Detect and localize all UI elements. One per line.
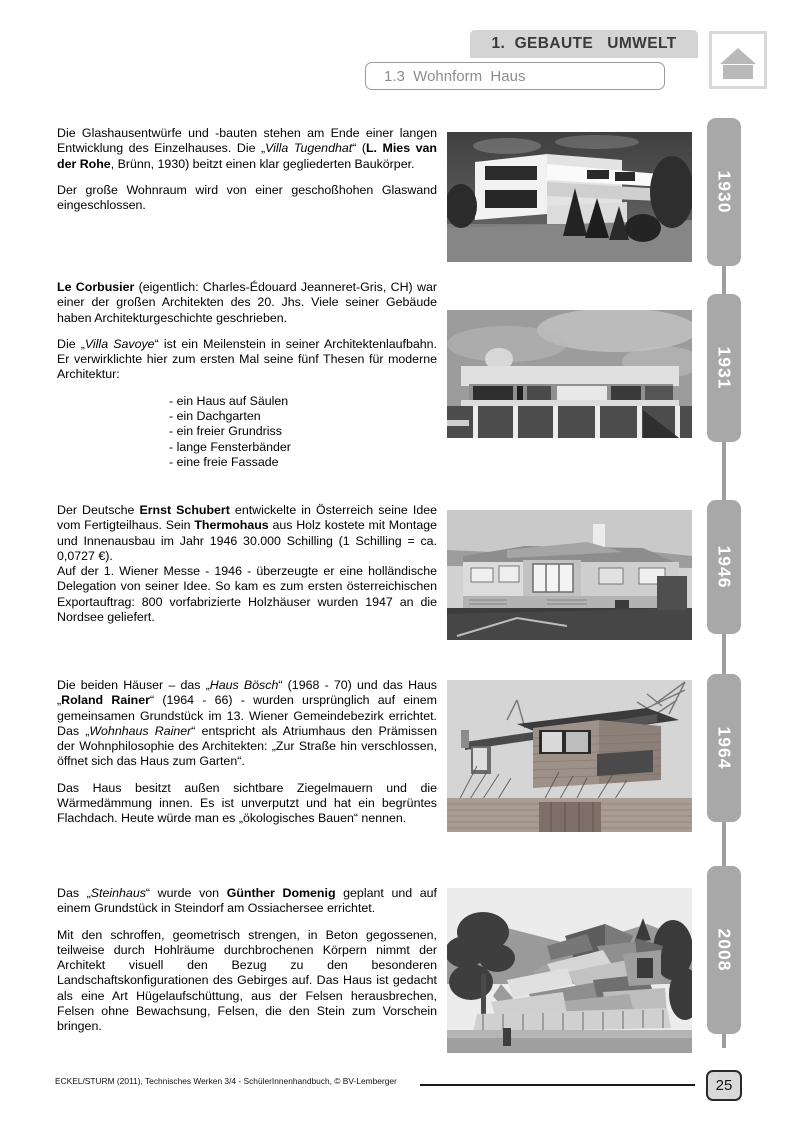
year-label: 1964 (714, 726, 735, 770)
year-label: 1930 (714, 170, 735, 214)
paragraph: Der große Wohnraum wird von einer geschoßhohen Glaswand eingeschlossen. (57, 182, 437, 213)
paragraph: Das „Steinhaus“ wurde von Günther Domenig geplant und auf einem Grundstück in Steindorf am Ossiachersee errichtet. (57, 886, 437, 916)
chapter-title: 1. GEBAUTE UMWELT (491, 35, 677, 52)
timeline-year-1946 (707, 500, 741, 634)
list-item: - ein freier Grundriss (169, 424, 282, 439)
steinhaus-photo (447, 888, 692, 1053)
list-item: - lange Fensterbänder (169, 439, 291, 454)
section-1964-text (57, 678, 437, 827)
section-2008-text (57, 886, 437, 1035)
house-icon (709, 31, 767, 89)
footer-credit: ECKEL/STURM (2011), Technisches Werken 3/4 - SchülerInnenhandbuch, © BV-Lemberger (55, 1076, 397, 1086)
year-label: 2008 (714, 928, 735, 972)
section-1946-text (57, 503, 437, 625)
list-item: - ein Haus auf Säulen (169, 393, 289, 408)
paragraph: Die beiden Häuser – das „Haus Bösch“ (1968 - 70) und das Haus „Roland Rainer“ (1964 - 66) - wurden ursprünglich auf einem gemeinsamen Grundstück im 13. Wiener Gemeindebezirk errichtet. Das „Wohnhaus Rainer“ entspricht als Atriumhaus den Prämissen der Wohnphilosophie des Architekten: „Zur Straße hin verschlossen, öffnet sich das Haus zum Garten“. (57, 678, 438, 769)
paragraph: Die Glashausentwürfe und -bauten stehen am Ende einer langen Entwicklung des Einzelhauses. Die „Villa Tugendhat“ (L. Mies van der Rohe, Brünn, 1930) beitzt einen klar gegliederten Baukörper. (57, 126, 437, 171)
timeline-year-1964 (707, 674, 741, 822)
paragraph: Der Deutsche Ernst Schubert entwickelte in Österreich seine Idee vom Fertigteilhaus. Sein Thermohaus aus Holz kostete mit Montage und Innenausbau im Jahr 1946 30.000 Schilling (1 Schilling = ca. 0,0727 €). (57, 503, 437, 563)
villa-savoye-photo (447, 310, 692, 438)
timeline-year-1930 (707, 118, 741, 266)
year-label: 1946 (714, 545, 735, 589)
thermohaus-photo (447, 510, 692, 640)
list-item: - ein Dachgarten (169, 409, 261, 424)
year-label: 1931 (714, 346, 735, 390)
five-points-list (57, 394, 437, 470)
paragraph: Die „Villa Savoye“ ist ein Meilenstein in seiner Architektenlaufbahn. Er verwirklichte hier zum ersten Mal seine fünf Thesen für moderne Architektur: (57, 336, 437, 382)
section-subtitle-box (365, 62, 665, 90)
villa-tugendhat-photo (447, 132, 692, 262)
list-item: - eine freie Fassade (169, 454, 279, 469)
wohnhaus-rainer-photo (447, 680, 692, 832)
page-number: 25 (706, 1070, 742, 1101)
page-header (0, 0, 800, 105)
section-subtitle: 1.3 Wohnform Haus (384, 67, 526, 85)
page-footer (0, 1070, 800, 1115)
paragraph: Das Haus besitzt außen sichtbare Ziegelmauern und die Wärmedämmung innen. Es ist unverputzt und hat ein begrüntes Flachdach. Heute würde man es „ökologisches Bauen“ nennen. (57, 780, 437, 826)
footer-rule (420, 1084, 695, 1086)
paragraph: Mit den schroffen, geometrisch strengen, in Beton gegossenen, teilweise durch Hohlräume durchbrochenen Körpern nimmt der Architekt visuell den Bezug zu den besonderen Landschaftskonfigurationen des Gebirges auf. Das Haus ist gedacht als eine Art Hügelaufschüttung, aus der Felsen herausbrechen, Felsen ohne Bewachsung, Felsen, die den Stein zum Vorschein bringen. (57, 927, 437, 1034)
section-1931-text (57, 280, 437, 470)
chapter-title-band (470, 30, 698, 58)
timeline (707, 118, 741, 1048)
paragraph: Le Corbusier (eigentlich: Charles-Édouard Jeanneret-Gris, CH) war einer der großen Architekten des 20. Jhs. Viele seiner Gebäude haben Architekturgeschichte geschrieben. (57, 280, 437, 325)
paragraph: Auf der 1. Wiener Messe - 1946 - überzeugte er eine holländische Delegation von seiner Idee. So kam es zum ersten österreichischen Exportauftrag: 800 vorfabrizierte Holzhäuser wurden 1947 an die Nordsee geliefert. (57, 564, 437, 625)
section-1930-text (57, 126, 437, 213)
timeline-year-2008 (707, 866, 741, 1034)
timeline-year-1931 (707, 294, 741, 442)
